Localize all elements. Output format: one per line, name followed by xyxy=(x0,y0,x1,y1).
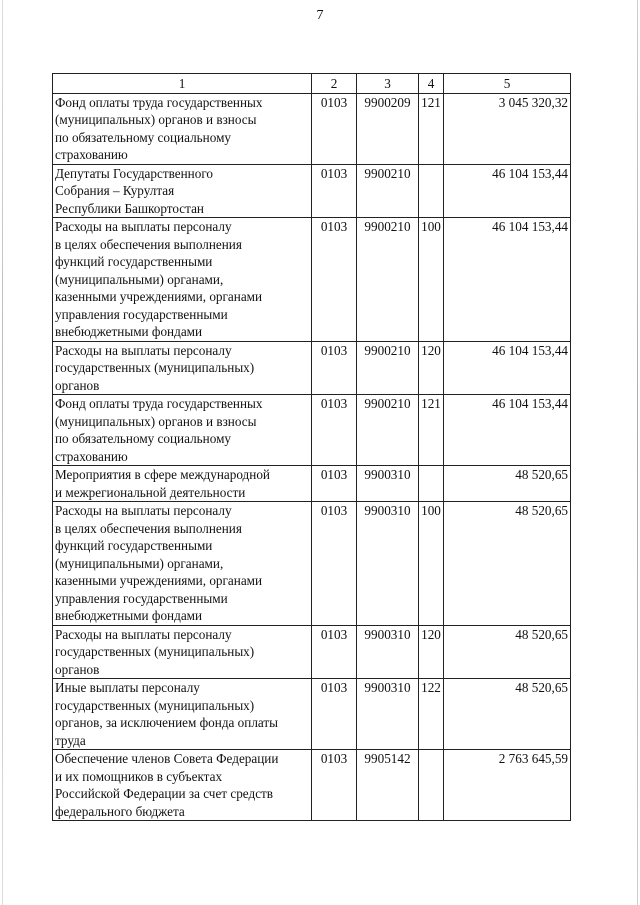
row-section-cell: 0103 xyxy=(312,341,357,395)
row-amount-cell: 46 104 153,44 xyxy=(444,164,571,218)
header-col-3: 3 xyxy=(357,74,419,94)
row-name-cell: Обеспечение членов Совета Федерации и их помощников в субъектах Российской Федерации за счет средств федерального бюджета xyxy=(53,750,312,821)
row-amount-cell: 2 763 645,59 xyxy=(444,750,571,821)
row-name-cell: Иные выплаты персоналу государственных (муниципальных) органов, за исключением фонда оплаты труда xyxy=(53,679,312,750)
row-section-cell: 0103 xyxy=(312,502,357,626)
row-name-cell: Фонд оплаты труда государственных (муниципальных) органов и взносы по обязательному социальному страхованию xyxy=(53,395,312,466)
row-section-cell: 0103 xyxy=(312,750,357,821)
row-amount-cell: 48 520,65 xyxy=(444,625,571,679)
header-col-5: 5 xyxy=(444,74,571,94)
row-kind-cell: 122 xyxy=(419,679,444,750)
scan-edge-left xyxy=(2,0,3,905)
row-kind-cell: 100 xyxy=(419,218,444,342)
row-name-cell: Расходы на выплаты персоналу государственных (муниципальных) органов xyxy=(53,341,312,395)
row-article-cell: 9900210 xyxy=(357,395,419,466)
row-article-cell: 9905142 xyxy=(357,750,419,821)
row-article-cell: 9900310 xyxy=(357,466,419,502)
row-article-cell: 9900310 xyxy=(357,679,419,750)
table-row xyxy=(53,341,571,395)
row-article-cell: 9900210 xyxy=(357,164,419,218)
row-section-cell: 0103 xyxy=(312,218,357,342)
header-col-1: 1 xyxy=(53,74,312,94)
row-kind-cell: 120 xyxy=(419,341,444,395)
table-row xyxy=(53,218,571,342)
table-row xyxy=(53,466,571,502)
row-article-cell: 9900310 xyxy=(357,625,419,679)
row-section-cell: 0103 xyxy=(312,679,357,750)
row-kind-cell: 120 xyxy=(419,625,444,679)
table-header-row xyxy=(53,74,571,94)
row-amount-cell: 48 520,65 xyxy=(444,679,571,750)
header-col-4: 4 xyxy=(419,74,444,94)
row-article-cell: 9900210 xyxy=(357,341,419,395)
row-section-cell: 0103 xyxy=(312,93,357,164)
row-amount-cell: 46 104 153,44 xyxy=(444,218,571,342)
row-name-cell: Мероприятия в сфере международной и межрегиональной деятельности xyxy=(53,466,312,502)
table-row xyxy=(53,395,571,466)
row-section-cell: 0103 xyxy=(312,164,357,218)
row-article-cell: 9900210 xyxy=(357,218,419,342)
row-article-cell: 9900209 xyxy=(357,93,419,164)
row-name-cell: Расходы на выплаты персоналу в целях обеспечения выполнения функций государственными (муниципальными) органами, казенными учреждениями, органами управления государственными внебюджетными фондами xyxy=(53,502,312,626)
table-body xyxy=(53,93,571,821)
row-kind-cell: 100 xyxy=(419,502,444,626)
row-kind-cell: 121 xyxy=(419,395,444,466)
table-row xyxy=(53,93,571,164)
scan-edge-right xyxy=(637,0,638,905)
table-row xyxy=(53,164,571,218)
table-row xyxy=(53,502,571,626)
row-name-cell: Депутаты Государственного Собрания – Курултая Республики Башкортостан xyxy=(53,164,312,218)
row-kind-cell: 121 xyxy=(419,93,444,164)
row-section-cell: 0103 xyxy=(312,395,357,466)
budget-table xyxy=(52,73,571,821)
row-kind-cell xyxy=(419,164,444,218)
table-row xyxy=(53,750,571,821)
row-article-cell: 9900310 xyxy=(357,502,419,626)
row-kind-cell xyxy=(419,466,444,502)
row-name-cell: Расходы на выплаты персоналу в целях обеспечения выполнения функций государственными (муниципальными) органами, казенными учреждениями, органами управления государственными внебюджетными фондами xyxy=(53,218,312,342)
page-number: 7 xyxy=(316,8,324,23)
row-amount-cell: 3 045 320,32 xyxy=(444,93,571,164)
row-amount-cell: 48 520,65 xyxy=(444,466,571,502)
table-row xyxy=(53,625,571,679)
row-amount-cell: 46 104 153,44 xyxy=(444,341,571,395)
row-section-cell: 0103 xyxy=(312,625,357,679)
row-amount-cell: 48 520,65 xyxy=(444,502,571,626)
row-name-cell: Расходы на выплаты персоналу государственных (муниципальных) органов xyxy=(53,625,312,679)
row-kind-cell xyxy=(419,750,444,821)
row-name-cell: Фонд оплаты труда государственных (муниципальных) органов и взносы по обязательному социальному страхованию xyxy=(53,93,312,164)
table-row xyxy=(53,679,571,750)
header-col-2: 2 xyxy=(312,74,357,94)
row-section-cell: 0103 xyxy=(312,466,357,502)
row-amount-cell: 46 104 153,44 xyxy=(444,395,571,466)
